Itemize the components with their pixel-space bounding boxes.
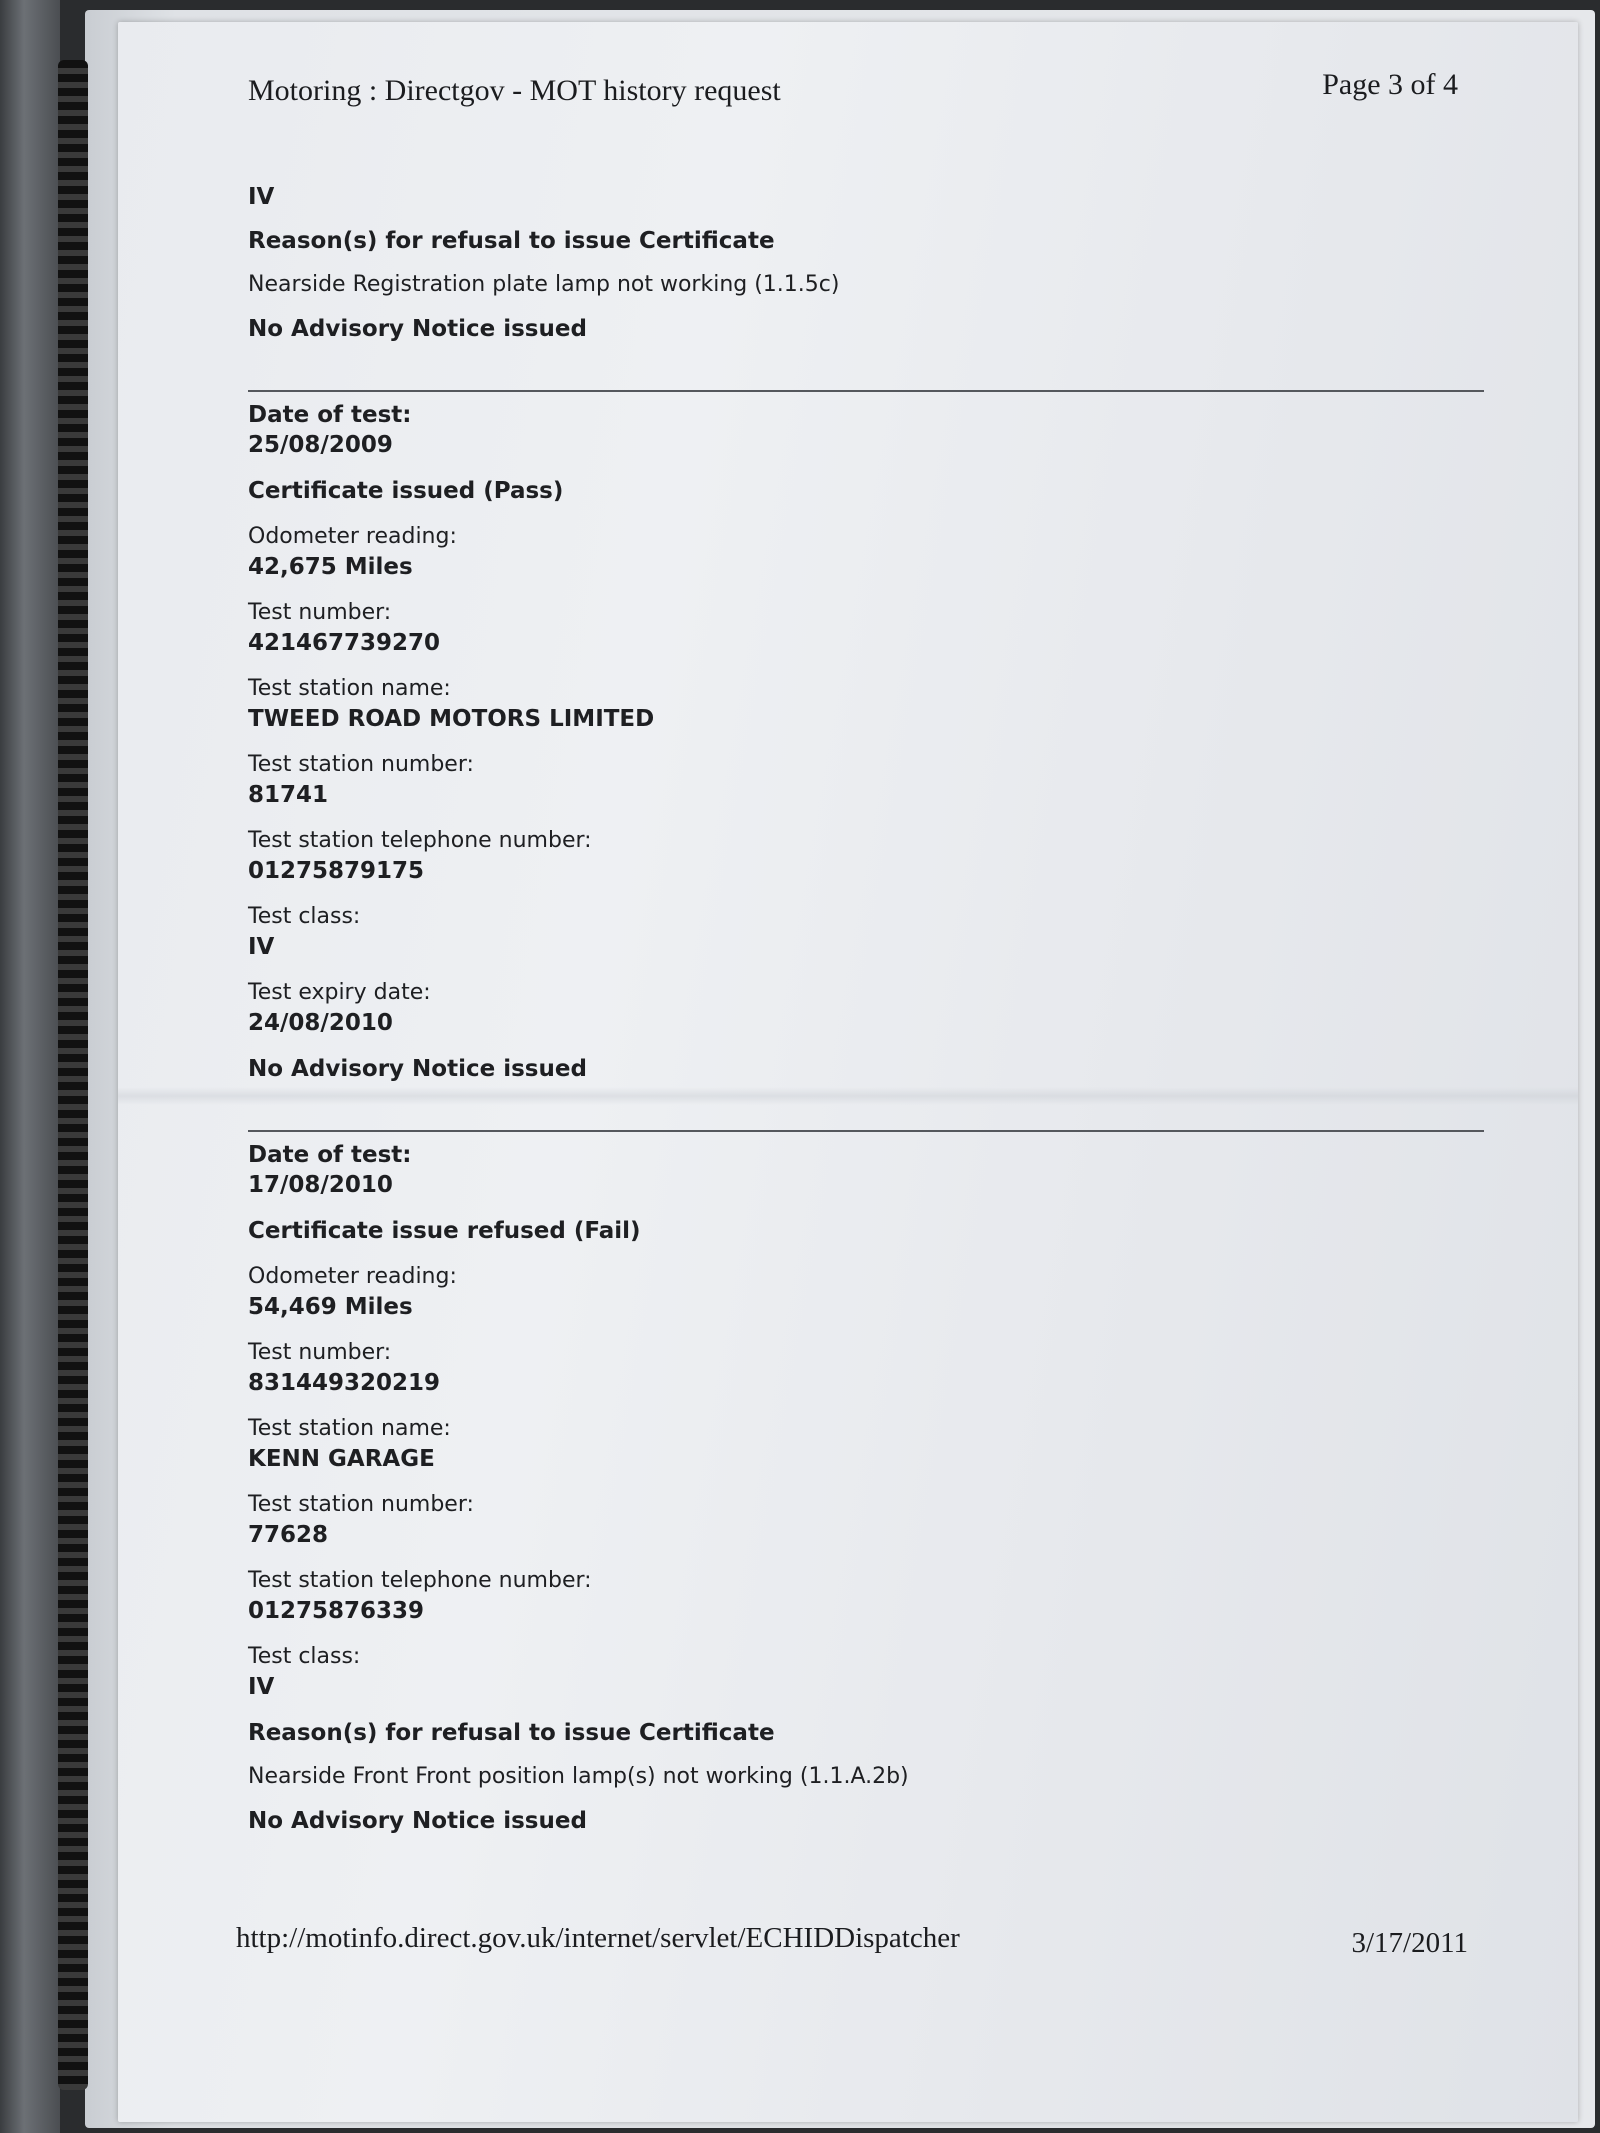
odometer-reading [248,522,1498,582]
station-phone-value: 01275876339 [248,1598,425,1624]
test-number-label: Test number: [248,600,392,625]
binder-cover [0,0,60,2133]
expiry-label: Test expiry date: [248,980,431,1005]
document-page [118,22,1578,2122]
advisory-notice: No Advisory Notice issued [248,1808,587,1834]
header-page-number: Page 3 of 4 [1322,68,1458,101]
date-of-test [248,1140,1498,1200]
date-of-test-label: Date of test: [248,1142,412,1168]
station-phone-label: Test station telephone number: [248,828,592,853]
station-number-value: 81741 [248,782,329,808]
advisory-notice: No Advisory Notice issued [248,316,587,342]
station-number-label: Test station number: [248,1492,474,1517]
test-station-name [248,674,1498,734]
test-class [248,902,1498,962]
test-expiry-date [248,978,1498,1038]
station-name-label: Test station name: [248,676,451,701]
station-number-label: Test station number: [248,752,474,777]
refusal-heading: Reason(s) for refusal to issue Certificate [248,228,775,254]
refusal-reason: Nearside Registration plate lamp not working (1.1.5c) [248,272,840,297]
binder-spine [58,60,88,2090]
test-class-value: IV [248,934,275,960]
advisory-notice: No Advisory Notice issued [248,1056,587,1082]
station-phone-value: 01275879175 [248,858,425,884]
test-number [248,1338,1498,1398]
test-record-2009 [248,400,1498,1084]
odometer-value: 54,469 Miles [248,1294,413,1320]
test-number-value: 421467739270 [248,630,441,656]
test-class-value: IV [248,184,275,210]
odometer-value: 42,675 Miles [248,554,413,580]
odometer-label: Odometer reading: [248,524,457,549]
date-of-test-label: Date of test: [248,402,412,428]
test-station-name [248,1414,1498,1474]
refusal-heading: Reason(s) for refusal to issue Certificate [248,1720,775,1746]
odometer-label: Odometer reading: [248,1264,457,1289]
test-record-2010 [248,1140,1498,1836]
refusal-reason: Nearside Front Front position lamp(s) not working (1.1.A.2b) [248,1764,909,1789]
test-result: Certificate issued (Pass) [248,478,564,504]
expiry-value: 24/08/2010 [248,1010,393,1036]
test-number-label: Test number: [248,1340,392,1365]
test-class-label: Test class: [248,1644,361,1669]
test-class-value: IV [248,1674,275,1700]
station-name-value: KENN GARAGE [248,1446,435,1472]
footer-print-date: 3/17/2011 [1351,1927,1468,1959]
date-of-test-value: 17/08/2010 [248,1172,393,1198]
section-divider [248,1130,1484,1132]
test-number [248,598,1498,658]
footer-url: http://motinfo.direct.gov.uk/internet/servlet/ECHIDDispatcher [236,1922,960,1954]
test-station-number [248,1490,1498,1550]
mot-history-content [248,182,1498,1836]
odometer-reading [248,1262,1498,1322]
test-result: Certificate issue refused (Fail) [248,1218,641,1244]
previous-test-record [248,182,1498,344]
section-divider [248,390,1484,392]
test-station-phone [248,1566,1498,1626]
test-class [248,1642,1498,1702]
test-class-label: Test class: [248,904,361,929]
date-of-test-value: 25/08/2009 [248,432,393,458]
station-phone-label: Test station telephone number: [248,1568,592,1593]
header-title: Motoring : Directgov - MOT history request [248,74,781,107]
test-station-phone [248,826,1498,886]
station-number-value: 77628 [248,1522,329,1548]
station-name-value: TWEED ROAD MOTORS LIMITED [248,706,655,732]
station-name-label: Test station name: [248,1416,451,1441]
test-number-value: 831449320219 [248,1370,441,1396]
test-station-number [248,750,1498,810]
date-of-test [248,400,1498,460]
